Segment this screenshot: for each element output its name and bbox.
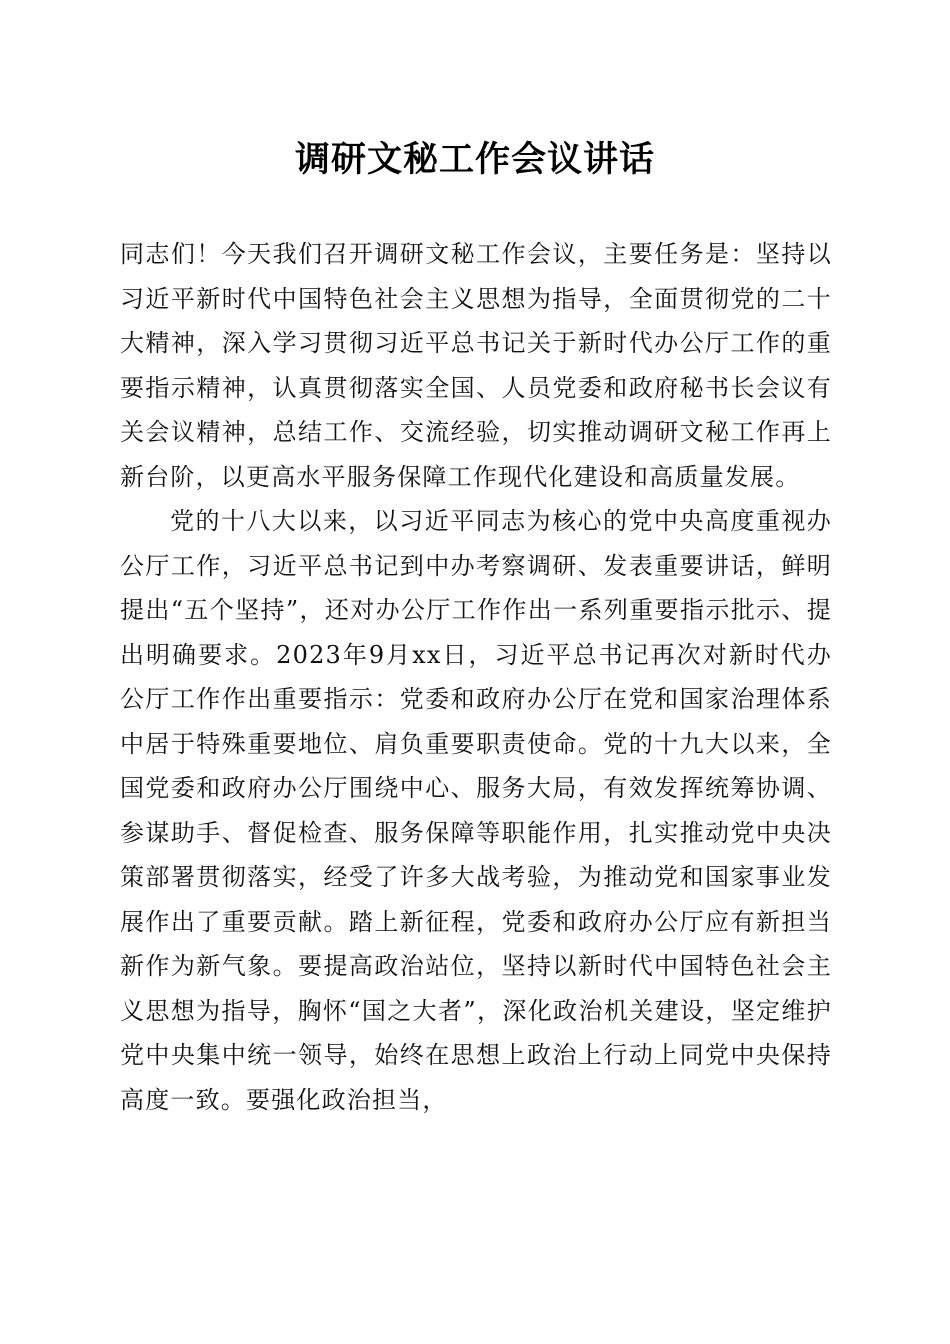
paragraph-second: 党的十八大以来，以习近平同志为核心的党中央高度重视办公厅工作，习近平总书记到中办考察调研、发表重要讲话，鲜明提出“五个坚持”，还对办公厅工作作出一系列重要指示批示、提出明确要求。2023年9月xx日，习近平总书记再次对新时代办公厅工作作出重要指示：党委和政府办公厅在党和国家治理体系中居于特殊重要地位、肩负重要职责使命。党的十九大以来，全国党委和政府办公厅围绕中心、服务大局，有效发挥统筹协调、参谋助手、督促检查、服务保障等职能作用，扎实推动党中央决策部署贯彻落实，经受了许多大战考验，为推动党和国家事业发展作出了重要贡献。踏上新征程，党委和政府办公厅应有新担当新作为新气象。要提高政治站位，坚持以新时代中国特色社会主义思想为指导，胸怀“国之大者”，深化政治机关建设，坚定维护党中央集中统一领导，始终在思想上政治上行动上同党中央保持高度一致。要强化政治担当，	[120, 507, 832, 1114]
document-title: 调研文秘工作会议讲话	[294, 139, 655, 180]
paragraph-opening: 同志们！今天我们召开调研文秘工作会议，主要任务是：坚持以习近平新时代中国特色社会主义思想为指导，全面贯彻党的二十大精神，深入学习贯彻习近平总书记关于新时代办公厅工作的重要指示精神，认真贯彻落实全国、人员党委和政府秘书长会议有关会议精神，总结工作、交流经验，切实推动调研文秘工作再上新台阶，以更高水平服务保障工作现代化建设和高质量发展。	[120, 240, 832, 491]
document-body	[120, 232, 832, 1122]
